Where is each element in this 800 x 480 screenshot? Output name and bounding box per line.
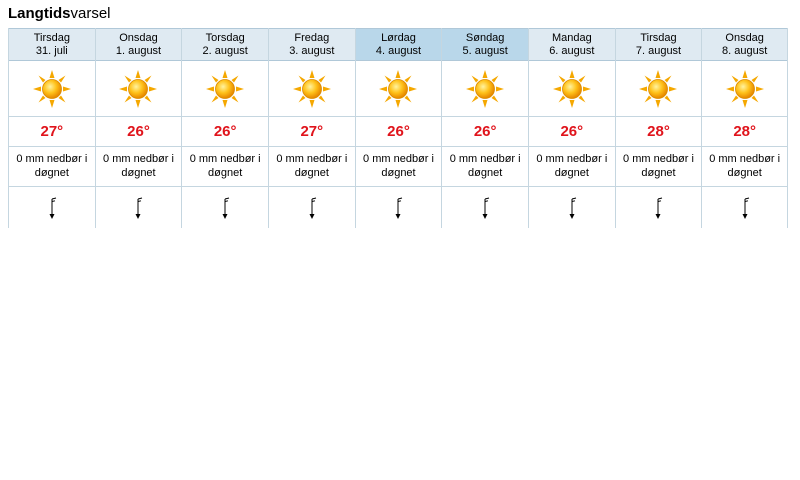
- day-date: 2. august: [202, 45, 248, 57]
- page-title-rest: varsel: [70, 5, 111, 22]
- wind-arrow-icon: [46, 196, 58, 220]
- temperature: 28°: [616, 117, 702, 147]
- precipitation: 0 mm nedbør i døgnet: [9, 147, 95, 187]
- day-name: Mandag: [551, 32, 592, 44]
- wind-arrow-icon: [219, 196, 231, 220]
- day-header: [529, 28, 615, 61]
- sun-icon: [205, 69, 245, 109]
- precipitation: 0 mm nedbør i døgnet: [269, 147, 355, 187]
- forecast-day-column: [181, 28, 268, 228]
- day-header: [616, 28, 702, 61]
- precipitation: 0 mm nedbør i døgnet: [616, 147, 702, 187]
- temperature: 26°: [442, 117, 528, 147]
- page-title-bold: Langtids: [8, 5, 71, 22]
- temperature: 28°: [702, 117, 787, 147]
- weather-icon-cell: [356, 61, 442, 117]
- weather-icon-cell: [9, 61, 95, 117]
- forecast-day-column: [615, 28, 702, 228]
- day-header: [269, 28, 355, 61]
- temperature: 26°: [356, 117, 442, 147]
- day-header: [182, 28, 268, 61]
- day-date: 6. august: [549, 45, 595, 57]
- temperature: 27°: [9, 117, 95, 147]
- forecast-day-column: [701, 28, 788, 228]
- wind-arrow-icon: [306, 196, 318, 220]
- forecast-day-column: [268, 28, 355, 228]
- precipitation: 0 mm nedbør i døgnet: [96, 147, 182, 187]
- day-name: Torsdag: [205, 32, 245, 44]
- weather-icon-cell: [529, 61, 615, 117]
- precipitation: 0 mm nedbør i døgnet: [182, 147, 268, 187]
- day-header: [96, 28, 182, 61]
- day-header: [9, 28, 95, 61]
- precipitation: 0 mm nedbør i døgnet: [702, 147, 787, 187]
- day-date: 5. august: [462, 45, 508, 57]
- sun-icon: [552, 69, 592, 109]
- forecast-day-column: [441, 28, 528, 228]
- temperature: 26°: [529, 117, 615, 147]
- wind-arrow-icon: [739, 196, 751, 220]
- wind-cell: [356, 187, 442, 228]
- forecast-day-column: [8, 28, 95, 228]
- day-name: Onsdag: [119, 32, 158, 44]
- day-date: 1. august: [115, 45, 162, 57]
- day-name: Tirsdag: [33, 32, 70, 44]
- wind-arrow-icon: [566, 196, 578, 220]
- day-date: 8. august: [722, 45, 768, 57]
- sun-icon: [292, 69, 332, 109]
- weather-icon-cell: [702, 61, 787, 117]
- sun-icon: [638, 69, 678, 109]
- day-name: Fredag: [294, 32, 330, 44]
- day-date: 4. august: [375, 45, 422, 57]
- wind-arrow-icon: [392, 196, 404, 220]
- wind-cell: [9, 187, 95, 228]
- temperature: 26°: [182, 117, 268, 147]
- forecast-day-column: [355, 28, 442, 228]
- forecast-grid: [8, 28, 788, 228]
- wind-cell: [96, 187, 182, 228]
- forecast-day-column: [95, 28, 182, 228]
- day-date: 3. august: [289, 45, 335, 57]
- weather-icon-cell: [182, 61, 268, 117]
- weather-icon-cell: [269, 61, 355, 117]
- weather-icon-cell: [442, 61, 528, 117]
- day-name: Lørdag: [381, 32, 416, 44]
- wind-cell: [616, 187, 702, 228]
- wind-arrow-icon: [479, 196, 491, 220]
- wind-arrow-icon: [652, 196, 664, 220]
- wind-cell: [702, 187, 787, 228]
- day-date: 31. juli: [35, 45, 68, 57]
- day-name: Tirsdag: [640, 32, 677, 44]
- sun-icon: [465, 69, 505, 109]
- wind-arrow-icon: [132, 196, 144, 220]
- forecast-day-column: [528, 28, 615, 228]
- wind-cell: [182, 187, 268, 228]
- day-header: [356, 28, 442, 61]
- day-name: Onsdag: [725, 32, 764, 44]
- precipitation: 0 mm nedbør i døgnet: [356, 147, 442, 187]
- wind-cell: [529, 187, 615, 228]
- day-name: Søndag: [465, 32, 505, 44]
- weather-icon-cell: [616, 61, 702, 117]
- day-header: [442, 28, 528, 61]
- precipitation: 0 mm nedbør i døgnet: [529, 147, 615, 187]
- page-title: [8, 4, 111, 24]
- temperature: 27°: [269, 117, 355, 147]
- temperature: 26°: [96, 117, 182, 147]
- sun-icon: [118, 69, 158, 109]
- sun-icon: [725, 69, 765, 109]
- sun-icon: [32, 69, 72, 109]
- wind-cell: [269, 187, 355, 228]
- precipitation: 0 mm nedbør i døgnet: [442, 147, 528, 187]
- day-date: 7. august: [635, 45, 682, 57]
- wind-cell: [442, 187, 528, 228]
- weather-icon-cell: [96, 61, 182, 117]
- sun-icon: [378, 69, 418, 109]
- day-header: [702, 28, 787, 61]
